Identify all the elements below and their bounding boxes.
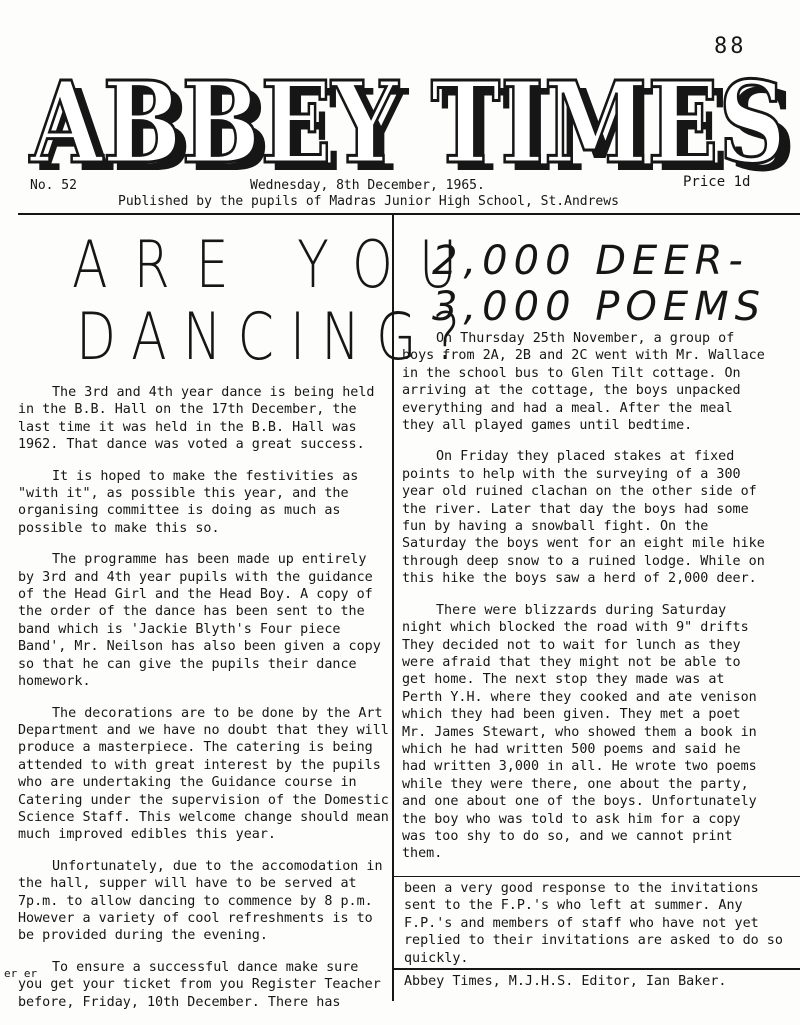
header-rule [18, 213, 800, 215]
deer-article [402, 330, 770, 877]
dance-article-continuation: been a very good response to the invitations sent to the F.P.'s who left at summer. Any F.P.'s and members of staff who have not yet replied to their invitations are asked to do so quickly. [404, 881, 783, 966]
issue-date: Wednesday, 8th December, 1965. [250, 178, 485, 193]
dance-paragraph-4: The decorations are to be done by the Art Department and we have no doubt that they will produce a masterpiece. The catering is being attended to with great interest by the pupils who are undertaking the Guidance course in Catering under the supervision of the Domestic Science Staff. This welcome change should mean much improved edibles this year. [18, 705, 389, 843]
dance-paragraph-6: To ensure a successful dance make sure you get your ticket from you Register Teacher before, Friday, 10th December. There has [18, 959, 381, 1010]
deer-headline-line1: 2,000 DEER- [432, 238, 749, 284]
deer-headline-line2: 3,000 POEMS [432, 284, 767, 330]
dance-paragraph-5: Unfortunately, due to the accomodation in the hall, supper will have to be served at 7p.m. to allow dancing to commence by 8 p.m. However a variety of cool refreshments is to be provided during the evening. [18, 858, 383, 944]
dance-headline-line2: DANCING? [76, 300, 477, 375]
dance-paragraph-3: The programme has been made up entirely by 3rd and 4th year pupils with the guidance of the Head Girl and the Head Boy. A copy of the order of the dance has been sent to the band which is 'Jackie Blyth's Four piece Band', Mr. Neilson has also been given a copy so that he can give the pupils their dance homework. [18, 552, 381, 690]
page-number: 88 [714, 34, 747, 59]
footer-rule [394, 968, 800, 970]
issue-price: Price 1d [683, 174, 751, 190]
svg-text:ABBEY TIMES: ABBEY TIMES [39, 66, 797, 182]
deer-paragraph-3: There were blizzards during Saturday night which blocked the road with 9" drifts They decided not to wait for lunch as they were afraid that they might not be able to get home. The next stop they made was at Perth Y.H. where they cooked and ate venison which they had been given. They met a poet Mr. James Stewart, who showed them a book in which he had written 500 poems and said he had written 3,000 in all. He wrote two poems while they were there, one about the party, and one about one of the boys. Unfortunately the boy who was told to ask him for a copy was too shy to do so, and we cannot print them. [402, 602, 757, 862]
dance-paragraph-2: It is hoped to make the festivities as "with it", as possible this year, and the organising committee is doing as much as possible to make this so. [18, 468, 359, 536]
margin-note: er er [4, 967, 38, 980]
deer-paragraph-1: On Thursday 25th November, a group of boys from 2A, 2B and 2C went with Mr. Wallace in the school bus to Glen Tilt cottage. On arriving at the cottage, the boys unpacked everything and had a meal. After the meal they all played games until bedtime. [402, 331, 765, 434]
deer-paragraph-2: On Friday they placed stakes at fixed points to help with the surveying of a 300 year old ruined clachan on the other side of the river. Later that day the boys had some fun by having a snowball fight. On the Saturday the boys went for an eight mile hike through deep snow to a ruined lodge. While on this hike the boys saw a herd of 2,000 deer. [402, 449, 765, 587]
issue-number: No. 52 [30, 178, 77, 193]
dance-paragraph-1: The 3rd and 4th year dance is being held in the B.B. Hall on the 17th December, the last time it was held in the B.B. Hall was 1962. That dance was voted a great success. [18, 385, 375, 453]
publisher-line: Published by the pupils of Madras Junior High School, St.Andrews [118, 194, 619, 209]
dance-article [18, 384, 390, 1025]
masthead-title-art [26, 62, 800, 182]
dance-headline-line1: ARE YOU [72, 228, 483, 303]
editor-credit: Abbey Times, M.J.H.S. Editor, Ian Baker. [404, 974, 727, 989]
masthead [26, 62, 800, 182]
masthead-title: ABBEY TIMES [29, 62, 787, 182]
